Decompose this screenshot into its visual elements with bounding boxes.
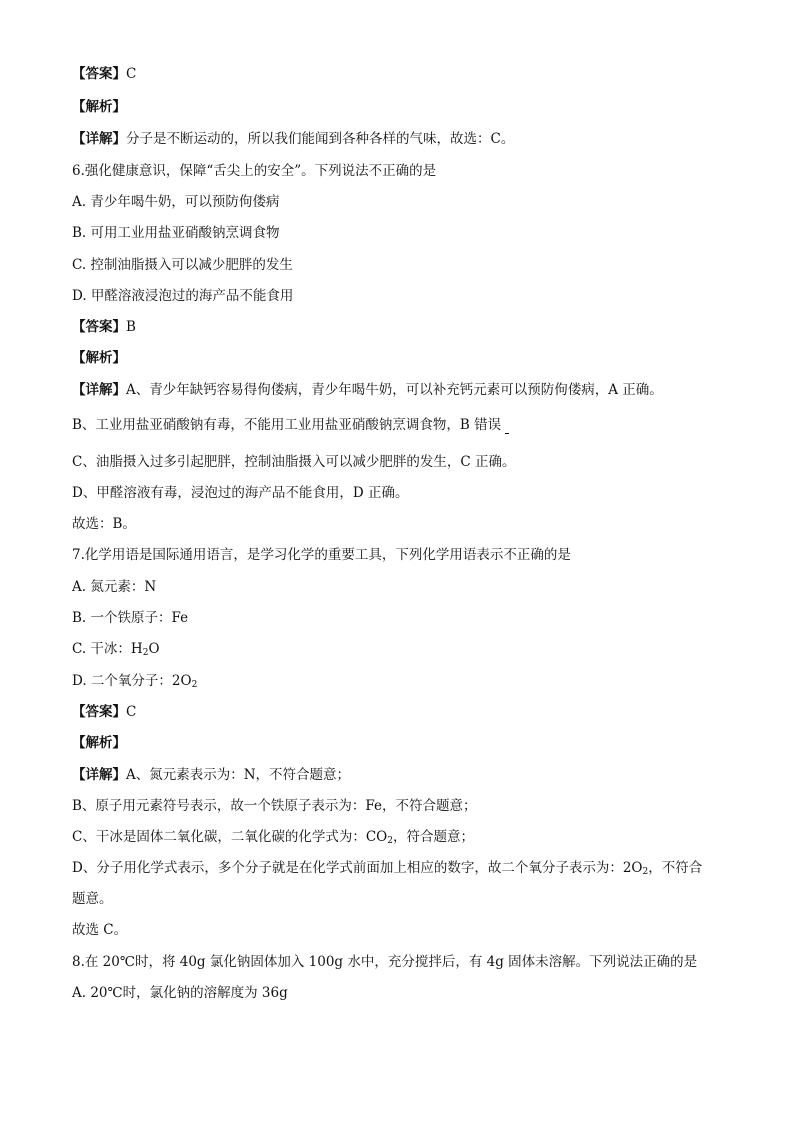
subscript: 2 — [387, 836, 393, 846]
q7-analysis-line — [72, 733, 734, 753]
subscript: 2 — [142, 648, 149, 658]
q5-answer-value: C — [126, 66, 137, 82]
q6-option-b: B. 可用工业用盐亚硝酸钠烹调食物 — [72, 225, 280, 241]
q7-option-d-prefix: D. 二个氧分子：2O — [72, 673, 192, 689]
q6-detail-line-b — [72, 415, 734, 435]
q7-detail-d-suffix: ，不符合 — [648, 860, 703, 876]
q7-option-c — [72, 639, 734, 659]
q8-option-a: A. 20℃时，氯化钠的溶解度为 36g — [72, 985, 288, 1001]
q6-option-d: D. 甲醛溶液浸泡过的海产品不能食用 — [72, 288, 294, 304]
q7-detail-d — [72, 858, 734, 878]
q6-detail-line-a — [72, 380, 734, 400]
detail-label: 【详解】 — [72, 767, 126, 783]
q7-option-c-suffix: O — [148, 641, 160, 657]
q6-detail-c: C、油脂摄入过多引起肥胖，控制油脂摄入可以减少肥胖的发生，C 正确。 — [72, 454, 516, 470]
q6-detail-b: B、工业用盐亚硝酸钠有毒，不能用工业用盐亚硝酸钠烹调食物，B 错误 — [72, 417, 502, 433]
analysis-label: 【解析】 — [72, 735, 126, 751]
answer-label: 【答案】 — [72, 704, 126, 720]
answer-label: 【答案】 — [72, 66, 126, 82]
q6-detail-a: A、青少年缺钙容易得佝偻病，青少年喝牛奶，可以补充钙元素可以预防佝偻病，A 正确。 — [126, 382, 663, 398]
analysis-label: 【解析】 — [72, 350, 126, 366]
q7-detail-c-prefix: C、干冰是固体二氧化碳，二氧化碳的化学式为：CO — [72, 829, 388, 845]
detail-label: 【详解】 — [72, 382, 126, 398]
q5-detail-line — [72, 129, 734, 149]
q7-detail-line-a — [72, 765, 734, 785]
q7-option-b: B. 一个铁原子：Fe — [72, 610, 189, 626]
q6-stem: 6.强化健康意识，保障“舌尖上的安全”。下列说法不正确的是 — [72, 163, 437, 179]
q7-detail-c — [72, 827, 734, 847]
q6-option-a: A. 青少年喝牛奶，可以预防佝偻病 — [72, 194, 280, 210]
q8-stem: 8.在 20℃时，将 40g 氯化钠固体加入 100g 水中，充分搅拌后，有 4g 固体未溶解。下列说法正确的是 — [72, 954, 698, 970]
q7-option-d — [72, 671, 734, 691]
q6-conclusion: 故选：B。 — [72, 516, 136, 532]
detail-label: 【详解】 — [72, 131, 126, 147]
q6-detail-d: D、甲醛溶液有毒，浸泡过的海产品不能食用，D 正确。 — [72, 485, 409, 501]
q7-detail-d-cont: 题意。 — [72, 891, 113, 907]
q7-detail-b: B、原子用元素符号表示，故一个铁原子表示为：Fe，不符合题意； — [72, 798, 477, 814]
q7-conclusion: 故选 C。 — [72, 922, 128, 938]
answer-label: 【答案】 — [72, 319, 126, 335]
q7-detail-d-prefix: D、分子用化学式表示，多个分子就是在化学式前面加上相应的数字，故二个氧分子表示为：2O — [72, 860, 643, 876]
small-dot-mark — [505, 433, 509, 434]
q7-answer-value: C — [126, 704, 137, 720]
q5-detail-text: 分子是不断运动的，所以我们能闻到各种各样的气味，故选：C。 — [126, 131, 515, 147]
q5-analysis-line — [72, 97, 734, 117]
subscript: 2 — [191, 680, 198, 690]
q7-detail-c-suffix: ，符合题意； — [392, 829, 474, 845]
subscript: 2 — [642, 867, 649, 877]
q6-analysis-line — [72, 348, 734, 368]
analysis-label: 【解析】 — [72, 99, 126, 115]
q5-answer-line — [72, 64, 734, 84]
q6-option-c: C. 控制油脂摄入可以减少肥胖的发生 — [72, 257, 293, 273]
q7-option-a: A. 氮元素：N — [72, 579, 157, 595]
q6-answer-line — [72, 317, 734, 337]
q7-option-c-prefix: C. 干冰：H — [72, 641, 143, 657]
q7-answer-line — [72, 702, 734, 722]
q7-stem: 7.化学用语是国际通用语言，是学习化学的重要工具，下列化学用语表示不正确的是 — [72, 547, 571, 563]
q6-answer-value: B — [126, 319, 136, 335]
q7-detail-a: A、氮元素表示为：N，不符合题意； — [126, 767, 351, 783]
